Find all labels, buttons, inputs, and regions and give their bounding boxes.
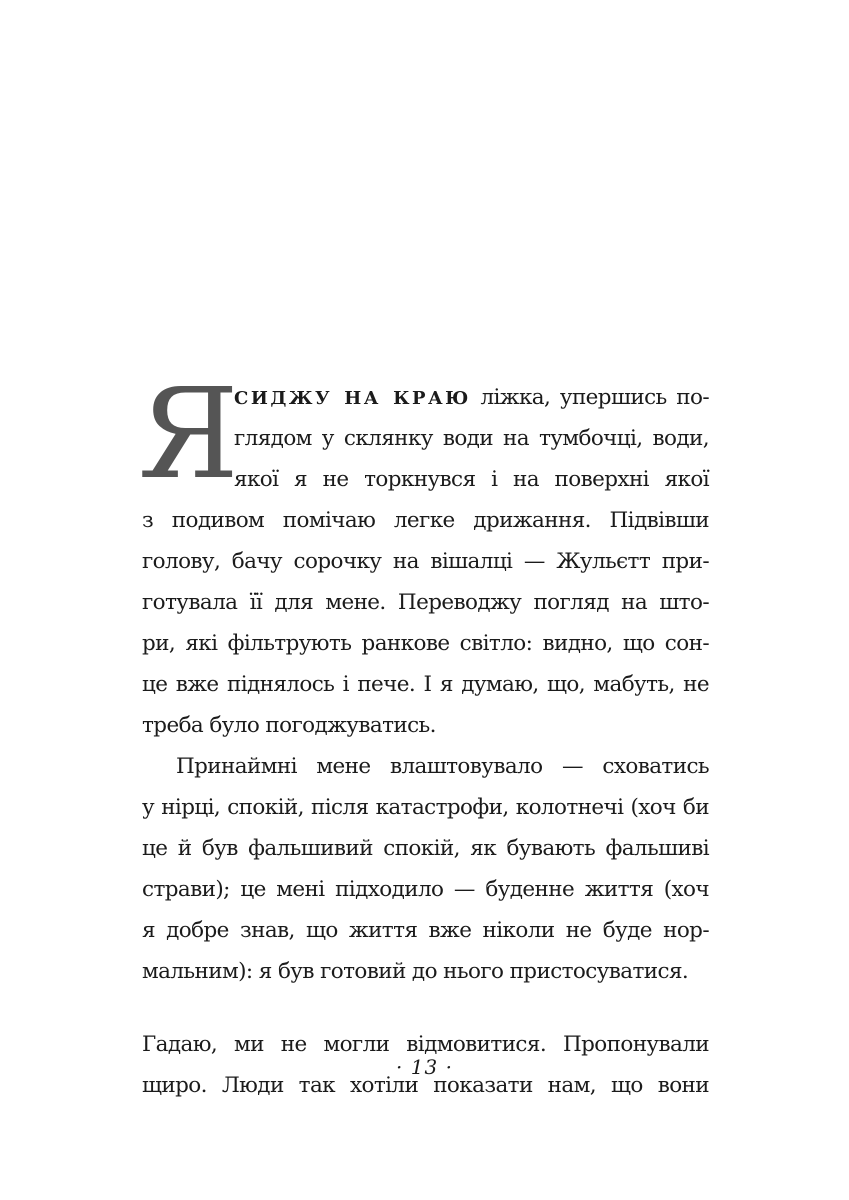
text-line: голову, бачу сорочку на вішалці — Жульєтт при- [142, 549, 709, 574]
text-line: треба було погоджуватись. [142, 713, 436, 738]
text-line: глядом у склянку води на тумбочці, води, [234, 426, 709, 451]
section-break [142, 992, 709, 1024]
opening-line-rest: ліжка, упершись по- [470, 385, 709, 410]
text-line: це вже піднялось і пече. І я думаю, що, мабуть, не [142, 672, 709, 697]
page-number: · 13 · [396, 1055, 453, 1079]
opening-small-caps: СИДЖУ НА КРАЮ [234, 388, 471, 409]
text-line: це й був фальшивий спокій, як бувають фальшиві [142, 836, 709, 861]
body-text [138, 362, 709, 1106]
text-line: з подивом помічаю легке дрижання. Підвівши [142, 508, 709, 533]
text-line: Гадаю, ми не могли відмовитися. Пропонували [142, 1032, 709, 1057]
text-line: Принаймні мене влаштовувало — сховатись [176, 754, 709, 779]
text-line: готувала її для мене. Переводжу погляд на што- [142, 590, 709, 615]
text-line: страви); це мені підходило — буденне життя (хоч [142, 877, 709, 902]
drop-cap: Я [138, 362, 239, 507]
text-line: ри, які фільтрують ранкове світло: видно, що сон- [142, 631, 709, 656]
text-line: мальним): я був готовий до нього пристосуватися. [142, 959, 689, 984]
text-line: якої я не торкнувся і на поверхні якої [234, 467, 709, 492]
text-line: я добре знав, що життя вже ніколи не буде нор- [142, 918, 709, 943]
text-line: щиро. Люди так хотіли показати нам, що вони [142, 1073, 709, 1098]
text-line: у нірці, спокій, після катастрофи, колотнечі (хоч би [142, 795, 709, 820]
